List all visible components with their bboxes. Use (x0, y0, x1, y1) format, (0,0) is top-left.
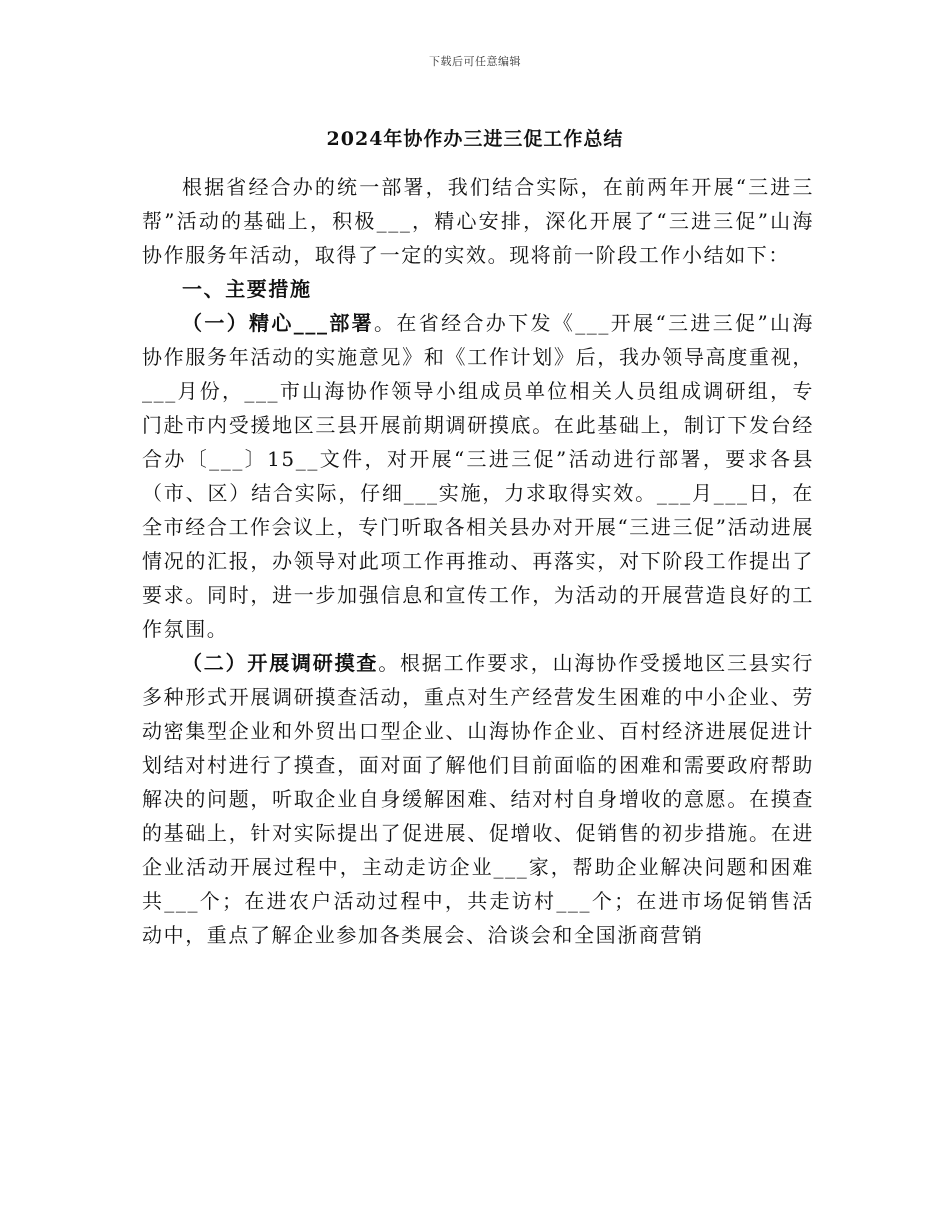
header-note: 下载后可任意编辑 (429, 55, 521, 68)
section-heading-text: 一、主要措施 (182, 277, 312, 301)
document-body (142, 170, 814, 952)
paragraph-text: 。在省经合办下发《___开展“三进三促”山海协作服务年活动的实施意见》和《工作计划》后，我办领导高度重视，___月份，___市山海协作领导小组成员单位相关人员组成调研组，专门赴市内受援地区三县开展前期调研摸底。在此基础上，制订下发台经合办〔___〕15__文件，对开展“三进三促”活动进行部署，要求各县（市、区）结合实际，仔细___实施，力求取得实效。___月___日，在全市经合工作会议上，专门听取各相关县办对开展“三进三促”活动进展情况的汇报，办领导对此项工作再推动、再落实，对下阶段工作提出了要求。同时，进一步加强信息和宣传工作，为活动的开展营造良好的工作氛围。 (142, 311, 814, 641)
intro-paragraph (142, 170, 814, 272)
document-title: 2024年协作办三进三促工作总结 (326, 128, 624, 150)
paragraph-text: 根据省经合办的统一部署，我们结合实际，在前两年开展“三进三帮”活动的基础上，积极___，精心安排，深化开展了“三进三促”山海协作服务年活动，取得了一定的实效。现将前一阶段工作小结如下： (142, 175, 814, 267)
paragraph-lead: （二）开展调研摸查 (182, 651, 379, 675)
section-heading (142, 272, 814, 306)
measure-paragraph-2 (142, 646, 814, 952)
paragraph-lead: （一）精心___部署 (182, 311, 375, 335)
measure-paragraph-1 (142, 306, 814, 646)
paragraph-text: 。根据工作要求，山海协作受援地区三县实行多种形式开展调研摸查活动，重点对生产经营发生困难的中小企业、劳动密集型企业和外贸出口型企业、山海协作企业、百村经济进展促进计划结对村进行了摸查，面对面了解他们目前面临的困难和需要政府帮助解决的问题，听取企业自身缓解困难、结对村自身增收的意愿。在摸查的基础上，针对实际提出了促进展、促增收、促销售的初步措施。在进企业活动开展过程中，主动走访企业___家，帮助企业解决问题和困难共___个；在进农户活动过程中，共走访村___个；在进市场促销售活动中，重点了解企业参加各类展会、洽谈会和全国浙商营销 (142, 651, 814, 947)
